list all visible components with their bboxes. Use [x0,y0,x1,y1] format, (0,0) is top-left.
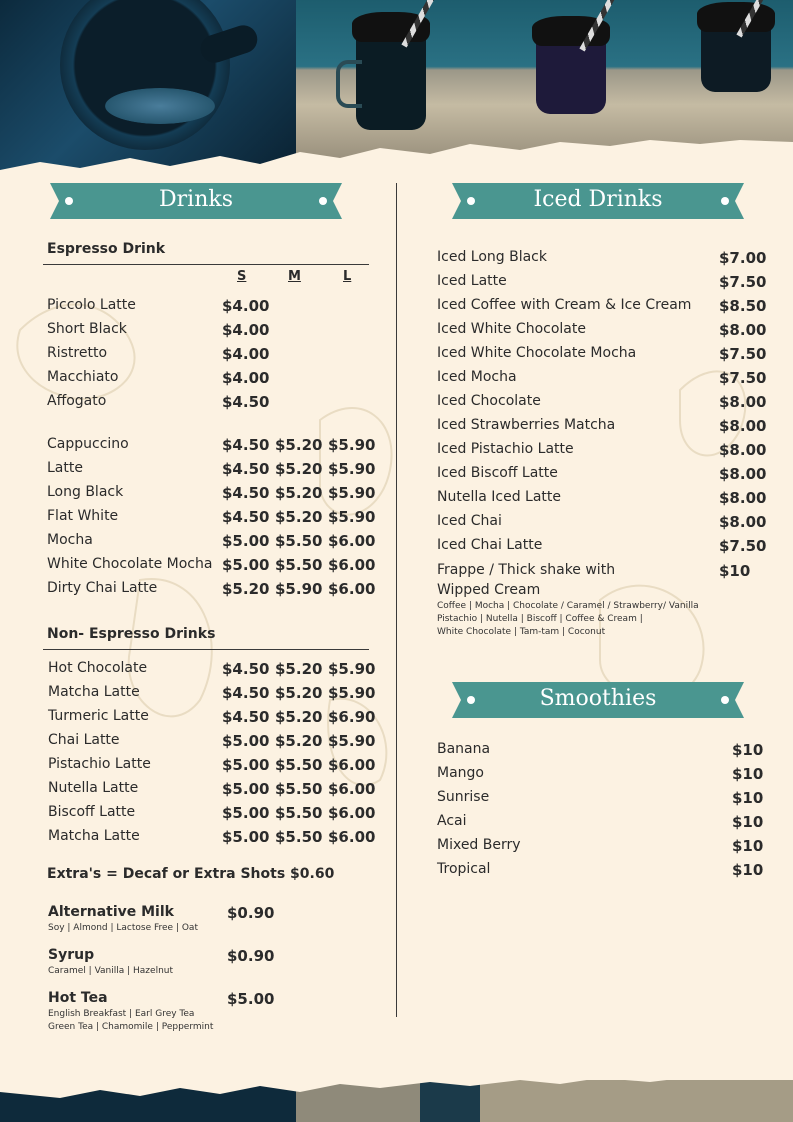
whipped-top-shape [697,2,775,32]
menu-item-name: Sunrise [437,789,490,805]
iced-drinks-banner [452,183,744,219]
non-espresso-rule [43,649,369,650]
price-medium: $5.50 [275,828,323,846]
price-small: $4.00 [222,321,270,339]
price-medium: $5.20 [275,436,323,454]
price-small: $5.20 [222,580,270,598]
jar-shape [701,20,771,92]
price-large: $5.90 [328,460,376,478]
price-medium: $5.20 [275,460,323,478]
addon-price: $0.90 [227,947,275,965]
price-medium: $5.20 [275,732,323,750]
price-medium: $5.20 [275,660,323,678]
price-large: $6.00 [328,756,376,774]
frappe-flavours-1: Coffee | Mocha | Chocolate / Caramel / Strawberry/ Vanilla [437,601,699,611]
menu-item-name: Iced Chocolate [437,393,541,409]
price-small: $5.00 [222,556,270,574]
menu-item-name: White Chocolate Mocha [47,556,213,572]
price-small: $4.50 [222,660,270,678]
price-large: $5.90 [328,484,376,502]
menu-item-price: $7.50 [719,537,767,555]
price-medium: $5.20 [275,708,323,726]
iced-drinks-title: Iced Drinks [533,187,663,212]
price-small: $5.00 [222,804,270,822]
menu-item-name: Nutella Latte [48,780,139,796]
frappe-name-line1: Frappe / Thick shake with [437,562,616,578]
menu-item-name: Iced Mocha [437,369,517,385]
menu-item-name: Acai [437,813,467,829]
price-large: $5.90 [328,684,376,702]
price-small: $5.00 [222,780,270,798]
menu-item-price: $7.50 [719,273,767,291]
drinks-banner [50,183,342,219]
menu-item-name: Iced White Chocolate [437,321,586,337]
price-large: $6.90 [328,708,376,726]
price-small: $4.50 [222,484,270,502]
menu-item-name: Matcha Latte [48,684,140,700]
menu-item-name: Chai Latte [48,732,120,748]
menu-item-name: Latte [47,460,83,476]
menu-item-price: $8.00 [719,489,767,507]
smoothies-title: Smoothies [539,686,657,711]
extras-note: Extra's = Decaf or Extra Shots $0.60 [47,866,335,882]
menu-item-name: Biscoff Latte [48,804,136,820]
menu-item-name: Iced Chai Latte [437,537,543,553]
menu-item-name: Short Black [47,321,127,337]
menu-item-price: $8.00 [719,441,767,459]
price-small: $5.00 [222,756,270,774]
cup-shape [60,0,230,150]
menu-item-name: Affogato [47,393,107,409]
menu-item-price: $10 [732,837,764,855]
price-small: $4.50 [222,684,270,702]
jar-handle-shape [336,60,362,108]
menu-item-name: Matcha Latte [48,828,140,844]
menu-item-name: Tropical [437,861,491,877]
price-small: $4.00 [222,369,270,387]
espresso-rule [43,264,369,265]
price-large: $6.00 [328,804,376,822]
menu-item-price: $7.50 [719,345,767,363]
addon-name: Hot Tea [48,990,108,1006]
price-medium: $5.50 [275,804,323,822]
price-small: $5.00 [222,732,270,750]
price-large: $6.00 [328,580,376,598]
menu-item-name: Dirty Chai Latte [47,580,158,596]
menu-item-price: $7.50 [719,369,767,387]
price-medium: $5.20 [275,684,323,702]
menu-item-name: Hot Chocolate [48,660,148,676]
menu-item-name: Iced Coffee with Cream & Ice Cream [437,297,692,313]
price-large: $5.90 [328,732,376,750]
menu-item-name: Iced Chai [437,513,502,529]
price-large: $6.00 [328,780,376,798]
menu-item-name: Ristretto [47,345,108,361]
menu-item-price: $8.00 [719,465,767,483]
price-small: $4.00 [222,345,270,363]
menu-item-price: $8.50 [719,297,767,315]
torn-paper-edge-bottom [0,1070,793,1122]
price-small: $4.50 [222,436,270,454]
jar-shape [536,34,606,114]
addon-price: $5.00 [227,990,275,1008]
price-small: $5.00 [222,828,270,846]
menu-item-name: Nutella Iced Latte [437,489,562,505]
addon-options: Green Tea | Chamomile | Peppermint [48,1022,214,1032]
menu-item-price: $8.00 [719,393,767,411]
price-large: $6.00 [328,556,376,574]
drinks-title: Drinks [159,187,233,212]
menu-item-name: Long Black [47,484,124,500]
menu-item-name: Turmeric Latte [48,708,149,724]
espresso-heading: Espresso Drink [47,241,166,257]
menu-item-name: Iced Latte [437,273,507,289]
price-medium: $5.50 [275,556,323,574]
menu-item-name: Mango [437,765,484,781]
price-large: $5.90 [328,660,376,678]
menu-item-name: Iced Pistachio Latte [437,441,574,457]
menu-item-name: Flat White [47,508,119,524]
menu-item-price: $8.00 [719,513,767,531]
price-small: $4.50 [222,460,270,478]
size-header-l: L [343,269,352,284]
menu-item-price: $8.00 [719,321,767,339]
frappe-name-line2: Wipped Cream [437,582,541,598]
menu-item-price: $8.00 [719,417,767,435]
menu-item-name: Pistachio Latte [48,756,151,772]
menu-item-price: $10 [732,813,764,831]
menu-item-name: Iced Biscoff Latte [437,465,558,481]
menu-item-price: $10 [732,741,764,759]
menu-item-price: $10 [732,765,764,783]
menu-item-name: Banana [437,741,491,757]
frappe-flavours-3: White Chocolate | Tam-tam | Coconut [437,627,606,637]
price-medium: $5.50 [275,780,323,798]
price-medium: $5.20 [275,484,323,502]
price-large: $5.90 [328,436,376,454]
price-medium: $5.90 [275,580,323,598]
price-large: $6.00 [328,532,376,550]
price-small: $4.00 [222,297,270,315]
non-espresso-heading: Non- Espresso Drinks [47,626,216,642]
frappe-price: $10 [719,562,751,580]
price-small: $5.00 [222,532,270,550]
price-small: $4.50 [222,508,270,526]
addon-name: Alternative Milk [48,904,174,920]
foam-shape [105,88,215,124]
addon-name: Syrup [48,947,95,963]
price-medium: $5.50 [275,756,323,774]
menu-item-price: $10 [732,789,764,807]
price-large: $6.00 [328,828,376,846]
frappe-flavours-2: Pistachio | Nutella | Biscoff | Coffee & Cream | [437,614,643,624]
menu-item-price: $7.00 [719,249,767,267]
menu-item-name: Piccolo Latte [47,297,136,313]
addon-options: Caramel | Vanilla | Hazelnut [48,966,174,976]
size-header-s: S [237,269,247,284]
menu-item-name: Iced Strawberries Matcha [437,417,616,433]
addon-price: $0.90 [227,904,275,922]
addon-options: English Breakfast | Earl Grey Tea [48,1009,195,1019]
column-divider [396,183,397,1017]
jar-shape [356,30,426,130]
price-small: $4.50 [222,393,270,411]
price-small: $4.50 [222,708,270,726]
addon-options: Soy | Almond | Lactose Free | Oat [48,923,198,933]
size-header-m: M [288,269,301,284]
price-large: $5.90 [328,508,376,526]
menu-item-name: Cappuccino [47,436,129,452]
menu-item-price: $10 [732,861,764,879]
menu-item-name: Macchiato [47,369,119,385]
menu-item-name: Mixed Berry [437,837,521,853]
menu-item-name: Iced Long Black [437,249,547,265]
menu-item-name: Mocha [47,532,93,548]
price-medium: $5.50 [275,532,323,550]
menu-item-name: Iced White Chocolate Mocha [437,345,637,361]
price-medium: $5.20 [275,508,323,526]
smoothies-banner [452,682,744,718]
